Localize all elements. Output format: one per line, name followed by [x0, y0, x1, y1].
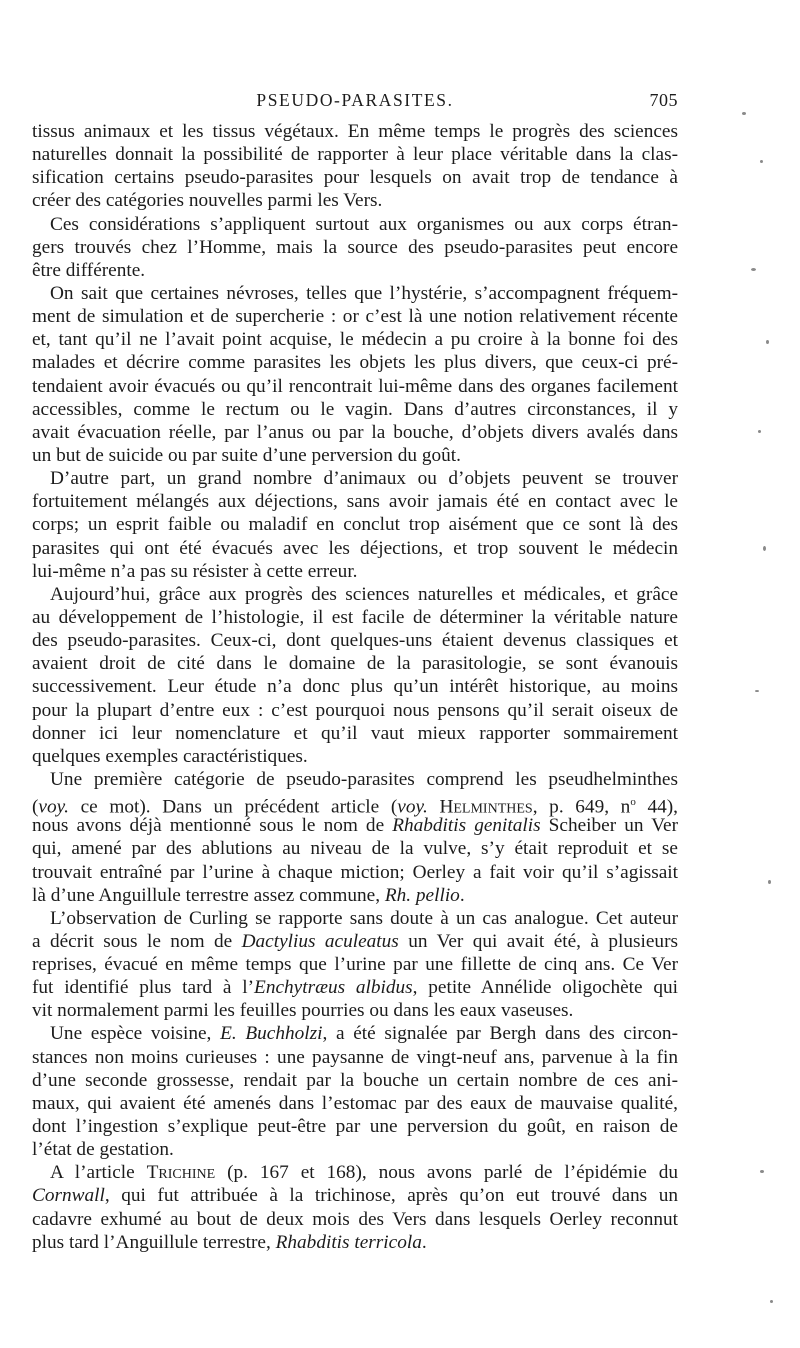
text-line: (voy. ce mot). Dans un précédent article (voy. Helminthes, p. 649, $n^o$ 44), [32, 796, 679, 818]
scan-speck [751, 268, 756, 271]
scan-speck [770, 1300, 773, 1303]
scan-speck [768, 880, 771, 884]
text-line: Ces considérations s’appliquent surtout aux organismes ou aux corps étran- [50, 213, 678, 235]
text-line: pour la plupart d’entre eux : c’est pourquoi nous pensons qu’il serait oiseux de [32, 699, 678, 721]
text-line: maux, qui avaient été amenés dans l’estomac par des eaux de mauvaise qualité, [32, 1092, 678, 1114]
text-line: ment de simulation et de supercherie : or c’est là une notion relativement récente [32, 306, 678, 328]
text-line: Cornwall, qui fut attribuée à la trichinose, après qu’on eut trouvé dans un [32, 1185, 678, 1207]
text-line: Une première catégorie de pseudo-parasites comprend les pseudhelminthes [50, 768, 678, 790]
scan-speck [758, 430, 761, 433]
text-line: lui-même n’a pas su résister à cette erreur. [32, 560, 358, 582]
text-line: a décrit sous le nom de Dactylius aculeatus un Ver qui avait été, à plusieurs [32, 930, 678, 952]
text-line: avait évacuation réelle, par l’anus ou par la bouche, d’objets divers avalés dans [32, 421, 678, 443]
scan-speck [760, 160, 763, 163]
text-line: nous avons déjà mentionné sous le nom de Rhabditis genitalis Scheiber un Ver [32, 815, 678, 837]
text-line: être différente. [32, 259, 146, 281]
text-line: sification certains pseudo-parasites pour lesquels on avait trop de tendance à [32, 167, 678, 189]
text-line: malades et décrire comme parasites les objets les plus divers, que ceux-ci pré- [32, 352, 678, 374]
text-line: Aujourd’hui, grâce aux progrès des sciences naturelles et médicales, et grâce [50, 583, 678, 605]
text-line: quelques exemples caractéristiques. [32, 745, 308, 767]
text-line: reprises, évacué en même temps que l’urine par une fillette de cinq ans. Ce Ver [32, 954, 678, 976]
scan-speck [763, 546, 766, 551]
text-line: et, tant qu’il ne l’avait point acquise, le médecin a pu croire à la bonne foi des [32, 329, 678, 351]
text-line: A l’article Trichine (p. 167 et 168), nous avons parlé de l’épidémie du [50, 1162, 678, 1184]
text-line: avaient droit de cité dans le domaine de la parasitologie, se sont évanouis [32, 653, 678, 675]
scan-speck [760, 1170, 764, 1173]
text-line: qui, amené par des ablutions au niveau de la vulve, s’y était reproduit et se [32, 838, 678, 860]
running-header [32, 84, 678, 118]
text-line: tissus animaux et les tissus végétaux. En même temps le progrès des sciences [32, 121, 678, 142]
text-line: fut identifié plus tard à l’Enchytræus albidus, petite Annélide oligochète qui [32, 977, 678, 999]
text-line: stances non moins curieuses : une paysanne de vingt-neuf ans, parvenue à la fin [32, 1046, 678, 1068]
text-line: un but de suicide ou par suite d’une perversion du goût. [32, 444, 461, 466]
text-line: On sait que certaines névroses, telles que l’hystérie, s’accompagnent fréquem- [50, 282, 678, 304]
text-line: Une espèce voisine, E. Buchholzi, a été signalée par Bergh dans des circon- [50, 1023, 678, 1045]
body-text [32, 120, 678, 1254]
text-line: naturelles donnait la possibilité de rapporter à leur place véritable dans la clas- [32, 144, 678, 166]
text-line: d’une seconde grossesse, rendait par la bouche un certain nombre de ces ani- [32, 1069, 678, 1091]
text-line: accessibles, comme le rectum ou le vagin. Dans d’autres circonstances, il y [32, 398, 678, 420]
text-line: créer des catégories nouvelles parmi les Vers. [32, 190, 383, 212]
text-line: des pseudo-parasites. Ceux-ci, dont quelques-uns étaient devenus classiques et [32, 630, 678, 652]
text-line: gers trouvés chez l’Homme, mais la source des pseudo-parasites peut encore [32, 236, 678, 258]
text-line: corps; un esprit faible ou maladif en conclut trop aisément que ce sont là des [32, 514, 678, 536]
text-line: plus tard l’Anguillule terrestre, Rhabditis terricola. [32, 1231, 427, 1253]
text-line: successivement. Leur étude n’a donc plus qu’un intérêt historique, au moins [32, 676, 678, 698]
text-line: L’observation de Curling se rapporte sans doute à un cas analogue. Cet auteur [50, 907, 678, 929]
scan-speck [755, 690, 759, 692]
text-line: parasites qui ont été évacués avec les déjections, et trop souvent le médecin [32, 537, 678, 559]
text-line: donner ici leur nomenclature et qu’il vaut mieux rapporter sommairement [32, 722, 678, 744]
page-number: 705 [649, 90, 678, 110]
text-line: tendaient avoir évacués ou qu’il rencontrait lui-même dans des organes facilement [32, 375, 678, 397]
text-line: cadavre exhumé au bout de deux mois des Vers dans lesquels Oerley reconnut [32, 1208, 678, 1230]
text-line: là d’une Anguillule terrestre assez commune, Rh. pellio. [32, 884, 465, 906]
text-line: fortuitement mélangés aux déjections, sans avoir jamais été en contact avec le [32, 491, 678, 513]
scan-speck [742, 112, 746, 115]
text-line: D’autre part, un grand nombre d’animaux ou d’objets peuvent se trouver [50, 468, 678, 490]
text-line: l’état de gestation. [32, 1139, 174, 1161]
text-line: au développement de l’histologie, il est facile de déterminer la véritable nature [32, 606, 678, 628]
text-line: vit normalement parmi les feuilles pourries ou dans les eaux vaseuses. [32, 1000, 574, 1022]
scan-speck [766, 340, 769, 344]
running-title: PSEUDO-PARASITES. [256, 90, 454, 110]
text-line: dont l’ingestion s’explique peut-être par une perversion du goût, en raison de [32, 1116, 678, 1138]
text-line: trouvait entraîné par l’urine à chaque miction; Oerley a fait voir qu’il s’agissait [32, 861, 678, 883]
